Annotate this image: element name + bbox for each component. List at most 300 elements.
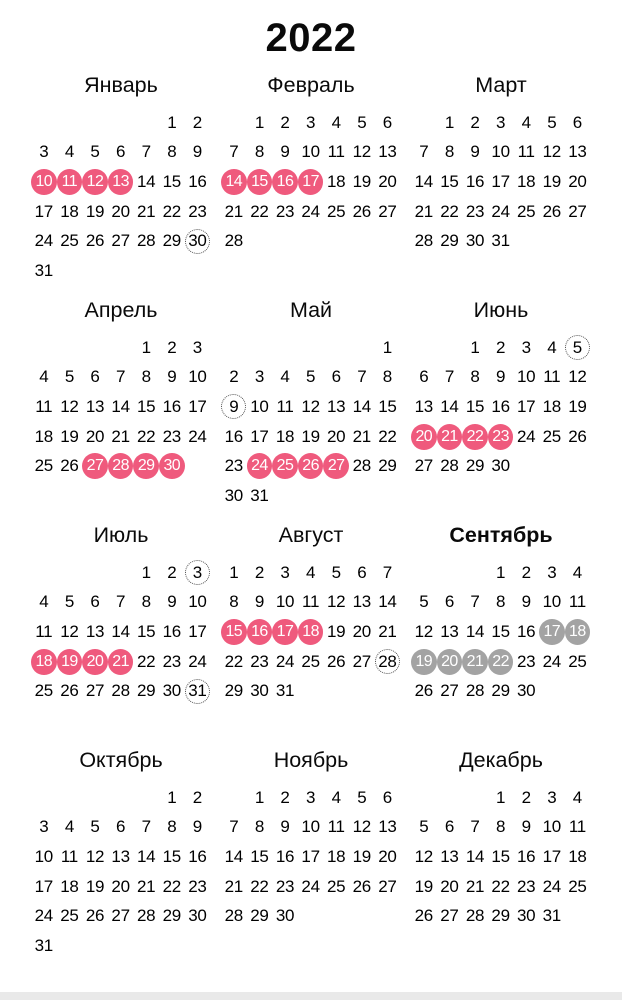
day-cell[interactable] xyxy=(437,842,463,872)
day-cell[interactable] xyxy=(82,138,108,168)
day-cell[interactable] xyxy=(31,422,57,452)
day-cell[interactable] xyxy=(462,451,488,481)
day-cell[interactable] xyxy=(565,392,591,422)
day-cell[interactable] xyxy=(565,842,591,872)
day-cell[interactable] xyxy=(82,226,108,256)
day-cell[interactable] xyxy=(82,647,108,677)
day-cell[interactable] xyxy=(462,167,488,197)
day-cell[interactable] xyxy=(57,901,83,931)
day-cell[interactable] xyxy=(57,167,83,197)
day-cell[interactable] xyxy=(323,422,349,452)
day-cell[interactable] xyxy=(247,617,273,647)
day-cell[interactable] xyxy=(411,901,437,931)
day-cell[interactable] xyxy=(247,451,273,481)
day-cell[interactable] xyxy=(159,422,185,452)
day-cell[interactable] xyxy=(247,558,273,588)
day-cell[interactable] xyxy=(513,333,539,363)
day-cell[interactable] xyxy=(411,813,437,843)
day-cell[interactable] xyxy=(57,842,83,872)
day-cell[interactable] xyxy=(185,588,211,618)
day-cell[interactable] xyxy=(462,138,488,168)
day-cell[interactable] xyxy=(513,842,539,872)
day-cell[interactable] xyxy=(82,451,108,481)
day-cell[interactable] xyxy=(31,588,57,618)
day-cell[interactable] xyxy=(133,333,159,363)
day-cell[interactable] xyxy=(411,363,437,393)
day-cell[interactable] xyxy=(462,588,488,618)
month-title[interactable]: Июнь xyxy=(473,298,529,322)
day-cell[interactable] xyxy=(133,676,159,706)
day-cell[interactable] xyxy=(437,226,463,256)
day-cell[interactable] xyxy=(375,783,401,813)
day-cell[interactable] xyxy=(513,167,539,197)
month-february[interactable] xyxy=(221,72,401,297)
day-cell[interactable] xyxy=(513,647,539,677)
day-cell[interactable] xyxy=(159,138,185,168)
day-cell[interactable] xyxy=(298,451,324,481)
day-cell[interactable] xyxy=(108,392,134,422)
day-cell[interactable] xyxy=(57,226,83,256)
month-september[interactable] xyxy=(411,522,591,747)
day-cell[interactable] xyxy=(488,676,514,706)
day-cell[interactable] xyxy=(57,422,83,452)
day-cell[interactable] xyxy=(185,558,211,588)
day-cell[interactable] xyxy=(247,481,273,511)
day-cell[interactable] xyxy=(323,558,349,588)
day-cell[interactable] xyxy=(349,588,375,618)
day-cell[interactable] xyxy=(221,558,247,588)
day-cell[interactable] xyxy=(185,392,211,422)
month-title[interactable]: Декабрь xyxy=(459,748,543,772)
day-cell[interactable] xyxy=(349,197,375,227)
month-title[interactable]: Октябрь xyxy=(79,748,163,772)
day-cell[interactable] xyxy=(108,842,134,872)
day-cell[interactable] xyxy=(437,588,463,618)
day-cell[interactable] xyxy=(375,167,401,197)
day-cell[interactable] xyxy=(539,901,565,931)
day-cell[interactable] xyxy=(411,392,437,422)
day-cell[interactable] xyxy=(272,422,298,452)
day-cell[interactable] xyxy=(159,588,185,618)
day-cell[interactable] xyxy=(513,138,539,168)
month-title[interactable]: Март xyxy=(475,73,527,97)
day-cell[interactable] xyxy=(411,167,437,197)
day-cell[interactable] xyxy=(513,363,539,393)
day-cell[interactable] xyxy=(375,842,401,872)
day-cell[interactable] xyxy=(462,392,488,422)
day-cell[interactable] xyxy=(272,588,298,618)
day-cell[interactable] xyxy=(539,872,565,902)
day-cell[interactable] xyxy=(298,872,324,902)
day-cell[interactable] xyxy=(437,901,463,931)
day-cell[interactable] xyxy=(488,588,514,618)
day-cell[interactable] xyxy=(57,872,83,902)
day-cell[interactable] xyxy=(513,197,539,227)
day-cell[interactable] xyxy=(82,872,108,902)
day-cell[interactable] xyxy=(159,901,185,931)
day-cell[interactable] xyxy=(298,647,324,677)
day-cell[interactable] xyxy=(375,392,401,422)
day-cell[interactable] xyxy=(159,676,185,706)
day-cell[interactable] xyxy=(108,167,134,197)
day-cell[interactable] xyxy=(411,676,437,706)
day-cell[interactable] xyxy=(298,558,324,588)
day-cell[interactable] xyxy=(488,783,514,813)
day-cell[interactable] xyxy=(565,197,591,227)
month-title[interactable]: Апрель xyxy=(84,298,158,322)
day-cell[interactable] xyxy=(82,363,108,393)
day-cell[interactable] xyxy=(488,363,514,393)
day-cell[interactable] xyxy=(323,138,349,168)
day-cell[interactable] xyxy=(133,422,159,452)
month-july[interactable] xyxy=(31,522,211,747)
day-cell[interactable] xyxy=(185,617,211,647)
day-cell[interactable] xyxy=(437,197,463,227)
day-cell[interactable] xyxy=(31,256,57,286)
day-cell[interactable] xyxy=(133,392,159,422)
day-cell[interactable] xyxy=(272,676,298,706)
day-cell[interactable] xyxy=(565,813,591,843)
day-cell[interactable] xyxy=(462,226,488,256)
day-cell[interactable] xyxy=(539,333,565,363)
day-cell[interactable] xyxy=(82,617,108,647)
day-cell[interactable] xyxy=(159,558,185,588)
day-cell[interactable] xyxy=(247,842,273,872)
day-cell[interactable] xyxy=(57,813,83,843)
day-cell[interactable] xyxy=(375,451,401,481)
day-cell[interactable] xyxy=(411,197,437,227)
day-cell[interactable] xyxy=(108,451,134,481)
day-cell[interactable] xyxy=(247,676,273,706)
day-cell[interactable] xyxy=(31,392,57,422)
day-cell[interactable] xyxy=(298,197,324,227)
day-cell[interactable] xyxy=(272,647,298,677)
day-cell[interactable] xyxy=(462,676,488,706)
day-cell[interactable] xyxy=(488,647,514,677)
day-cell[interactable] xyxy=(375,333,401,363)
day-cell[interactable] xyxy=(133,451,159,481)
day-cell[interactable] xyxy=(108,676,134,706)
day-cell[interactable] xyxy=(221,842,247,872)
day-cell[interactable] xyxy=(31,842,57,872)
day-cell[interactable] xyxy=(221,647,247,677)
day-cell[interactable] xyxy=(539,392,565,422)
day-cell[interactable] xyxy=(247,108,273,138)
day-cell[interactable] xyxy=(462,842,488,872)
day-cell[interactable] xyxy=(272,558,298,588)
day-cell[interactable] xyxy=(349,363,375,393)
day-cell[interactable] xyxy=(31,676,57,706)
day-cell[interactable] xyxy=(539,197,565,227)
day-cell[interactable] xyxy=(108,647,134,677)
day-cell[interactable] xyxy=(108,901,134,931)
day-cell[interactable] xyxy=(57,451,83,481)
day-cell[interactable] xyxy=(82,422,108,452)
day-cell[interactable] xyxy=(159,167,185,197)
month-june[interactable] xyxy=(411,297,591,522)
month-may[interactable] xyxy=(221,297,401,522)
day-cell[interactable] xyxy=(565,558,591,588)
day-cell[interactable] xyxy=(272,392,298,422)
day-cell[interactable] xyxy=(272,138,298,168)
day-cell[interactable] xyxy=(488,197,514,227)
day-cell[interactable] xyxy=(108,197,134,227)
day-cell[interactable] xyxy=(159,842,185,872)
day-cell[interactable] xyxy=(221,588,247,618)
day-cell[interactable] xyxy=(349,138,375,168)
day-cell[interactable] xyxy=(375,197,401,227)
day-cell[interactable] xyxy=(247,647,273,677)
day-cell[interactable] xyxy=(323,617,349,647)
day-cell[interactable] xyxy=(462,197,488,227)
day-cell[interactable] xyxy=(185,333,211,363)
day-cell[interactable] xyxy=(411,138,437,168)
day-cell[interactable] xyxy=(272,108,298,138)
day-cell[interactable] xyxy=(323,813,349,843)
day-cell[interactable] xyxy=(185,138,211,168)
day-cell[interactable] xyxy=(221,901,247,931)
day-cell[interactable] xyxy=(298,842,324,872)
day-cell[interactable] xyxy=(411,451,437,481)
day-cell[interactable] xyxy=(133,842,159,872)
day-cell[interactable] xyxy=(488,392,514,422)
day-cell[interactable] xyxy=(349,558,375,588)
month-april[interactable] xyxy=(31,297,211,522)
day-cell[interactable] xyxy=(488,138,514,168)
day-cell[interactable] xyxy=(247,901,273,931)
day-cell[interactable] xyxy=(185,108,211,138)
day-cell[interactable] xyxy=(437,138,463,168)
day-cell[interactable] xyxy=(185,226,211,256)
day-cell[interactable] xyxy=(221,422,247,452)
day-cell[interactable] xyxy=(349,617,375,647)
day-cell[interactable] xyxy=(298,783,324,813)
month-november[interactable] xyxy=(221,747,401,972)
day-cell[interactable] xyxy=(565,588,591,618)
day-cell[interactable] xyxy=(539,813,565,843)
month-october[interactable] xyxy=(31,747,211,972)
day-cell[interactable] xyxy=(513,422,539,452)
day-cell[interactable] xyxy=(221,226,247,256)
day-cell[interactable] xyxy=(298,167,324,197)
day-cell[interactable] xyxy=(82,588,108,618)
day-cell[interactable] xyxy=(565,422,591,452)
day-cell[interactable] xyxy=(159,647,185,677)
day-cell[interactable] xyxy=(513,813,539,843)
day-cell[interactable] xyxy=(31,647,57,677)
day-cell[interactable] xyxy=(437,617,463,647)
day-cell[interactable] xyxy=(221,392,247,422)
day-cell[interactable] xyxy=(185,422,211,452)
day-cell[interactable] xyxy=(513,588,539,618)
day-cell[interactable] xyxy=(411,226,437,256)
day-cell[interactable] xyxy=(462,617,488,647)
day-cell[interactable] xyxy=(513,783,539,813)
day-cell[interactable] xyxy=(247,422,273,452)
day-cell[interactable] xyxy=(31,197,57,227)
day-cell[interactable] xyxy=(133,872,159,902)
day-cell[interactable] xyxy=(221,197,247,227)
day-cell[interactable] xyxy=(272,197,298,227)
day-cell[interactable] xyxy=(462,333,488,363)
day-cell[interactable] xyxy=(488,451,514,481)
day-cell[interactable] xyxy=(298,813,324,843)
month-title[interactable]: Ноябрь xyxy=(273,748,349,772)
day-cell[interactable] xyxy=(462,872,488,902)
day-cell[interactable] xyxy=(159,617,185,647)
day-cell[interactable] xyxy=(185,363,211,393)
day-cell[interactable] xyxy=(159,333,185,363)
day-cell[interactable] xyxy=(185,783,211,813)
day-cell[interactable] xyxy=(323,842,349,872)
day-cell[interactable] xyxy=(323,872,349,902)
day-cell[interactable] xyxy=(488,872,514,902)
day-cell[interactable] xyxy=(349,108,375,138)
day-cell[interactable] xyxy=(349,451,375,481)
day-cell[interactable] xyxy=(82,842,108,872)
day-cell[interactable] xyxy=(298,363,324,393)
day-cell[interactable] xyxy=(411,872,437,902)
day-cell[interactable] xyxy=(539,842,565,872)
day-cell[interactable] xyxy=(133,363,159,393)
day-cell[interactable] xyxy=(539,138,565,168)
day-cell[interactable] xyxy=(513,558,539,588)
day-cell[interactable] xyxy=(133,167,159,197)
day-cell[interactable] xyxy=(108,588,134,618)
month-title[interactable]: Сентябрь xyxy=(449,523,553,547)
day-cell[interactable] xyxy=(108,363,134,393)
day-cell[interactable] xyxy=(133,138,159,168)
day-cell[interactable] xyxy=(221,676,247,706)
day-cell[interactable] xyxy=(272,167,298,197)
day-cell[interactable] xyxy=(462,108,488,138)
day-cell[interactable] xyxy=(437,422,463,452)
day-cell[interactable] xyxy=(375,363,401,393)
day-cell[interactable] xyxy=(272,813,298,843)
day-cell[interactable] xyxy=(488,813,514,843)
day-cell[interactable] xyxy=(323,451,349,481)
day-cell[interactable] xyxy=(488,333,514,363)
day-cell[interactable] xyxy=(411,647,437,677)
day-cell[interactable] xyxy=(108,422,134,452)
day-cell[interactable] xyxy=(349,392,375,422)
day-cell[interactable] xyxy=(437,872,463,902)
day-cell[interactable] xyxy=(375,422,401,452)
day-cell[interactable] xyxy=(159,783,185,813)
day-cell[interactable] xyxy=(159,226,185,256)
day-cell[interactable] xyxy=(565,138,591,168)
day-cell[interactable] xyxy=(349,783,375,813)
day-cell[interactable] xyxy=(108,226,134,256)
day-cell[interactable] xyxy=(513,392,539,422)
day-cell[interactable] xyxy=(82,197,108,227)
day-cell[interactable] xyxy=(31,813,57,843)
day-cell[interactable] xyxy=(323,392,349,422)
day-cell[interactable] xyxy=(247,138,273,168)
day-cell[interactable] xyxy=(247,588,273,618)
day-cell[interactable] xyxy=(375,138,401,168)
day-cell[interactable] xyxy=(298,138,324,168)
day-cell[interactable] xyxy=(411,617,437,647)
day-cell[interactable] xyxy=(82,901,108,931)
day-cell[interactable] xyxy=(221,617,247,647)
day-cell[interactable] xyxy=(57,588,83,618)
month-title[interactable]: Январь xyxy=(84,73,158,97)
day-cell[interactable] xyxy=(31,167,57,197)
day-cell[interactable] xyxy=(513,108,539,138)
day-cell[interactable] xyxy=(159,108,185,138)
day-cell[interactable] xyxy=(57,138,83,168)
day-cell[interactable] xyxy=(31,363,57,393)
day-cell[interactable] xyxy=(488,842,514,872)
day-cell[interactable] xyxy=(31,901,57,931)
day-cell[interactable] xyxy=(462,647,488,677)
day-cell[interactable] xyxy=(108,138,134,168)
day-cell[interactable] xyxy=(513,617,539,647)
day-cell[interactable] xyxy=(31,138,57,168)
day-cell[interactable] xyxy=(159,451,185,481)
day-cell[interactable] xyxy=(133,558,159,588)
day-cell[interactable] xyxy=(298,392,324,422)
day-cell[interactable] xyxy=(462,813,488,843)
day-cell[interactable] xyxy=(349,647,375,677)
day-cell[interactable] xyxy=(133,617,159,647)
day-cell[interactable] xyxy=(565,617,591,647)
day-cell[interactable] xyxy=(185,197,211,227)
day-cell[interactable] xyxy=(565,333,591,363)
day-cell[interactable] xyxy=(57,676,83,706)
day-cell[interactable] xyxy=(437,451,463,481)
day-cell[interactable] xyxy=(272,451,298,481)
day-cell[interactable] xyxy=(488,422,514,452)
day-cell[interactable] xyxy=(323,197,349,227)
day-cell[interactable] xyxy=(323,647,349,677)
day-cell[interactable] xyxy=(221,451,247,481)
day-cell[interactable] xyxy=(57,197,83,227)
day-cell[interactable] xyxy=(272,901,298,931)
day-cell[interactable] xyxy=(185,872,211,902)
day-cell[interactable] xyxy=(375,647,401,677)
day-cell[interactable] xyxy=(159,872,185,902)
day-cell[interactable] xyxy=(539,588,565,618)
day-cell[interactable] xyxy=(375,617,401,647)
day-cell[interactable] xyxy=(57,647,83,677)
day-cell[interactable] xyxy=(488,558,514,588)
day-cell[interactable] xyxy=(298,617,324,647)
day-cell[interactable] xyxy=(185,901,211,931)
day-cell[interactable] xyxy=(539,558,565,588)
day-cell[interactable] xyxy=(462,422,488,452)
day-cell[interactable] xyxy=(57,617,83,647)
day-cell[interactable] xyxy=(159,363,185,393)
day-cell[interactable] xyxy=(159,813,185,843)
day-cell[interactable] xyxy=(272,842,298,872)
day-cell[interactable] xyxy=(323,167,349,197)
day-cell[interactable] xyxy=(272,617,298,647)
month-january[interactable] xyxy=(31,72,211,297)
day-cell[interactable] xyxy=(57,363,83,393)
day-cell[interactable] xyxy=(349,167,375,197)
day-cell[interactable] xyxy=(323,363,349,393)
day-cell[interactable] xyxy=(539,422,565,452)
day-cell[interactable] xyxy=(185,647,211,677)
day-cell[interactable] xyxy=(298,422,324,452)
day-cell[interactable] xyxy=(247,872,273,902)
day-cell[interactable] xyxy=(159,197,185,227)
day-cell[interactable] xyxy=(133,813,159,843)
day-cell[interactable] xyxy=(437,392,463,422)
day-cell[interactable] xyxy=(539,363,565,393)
